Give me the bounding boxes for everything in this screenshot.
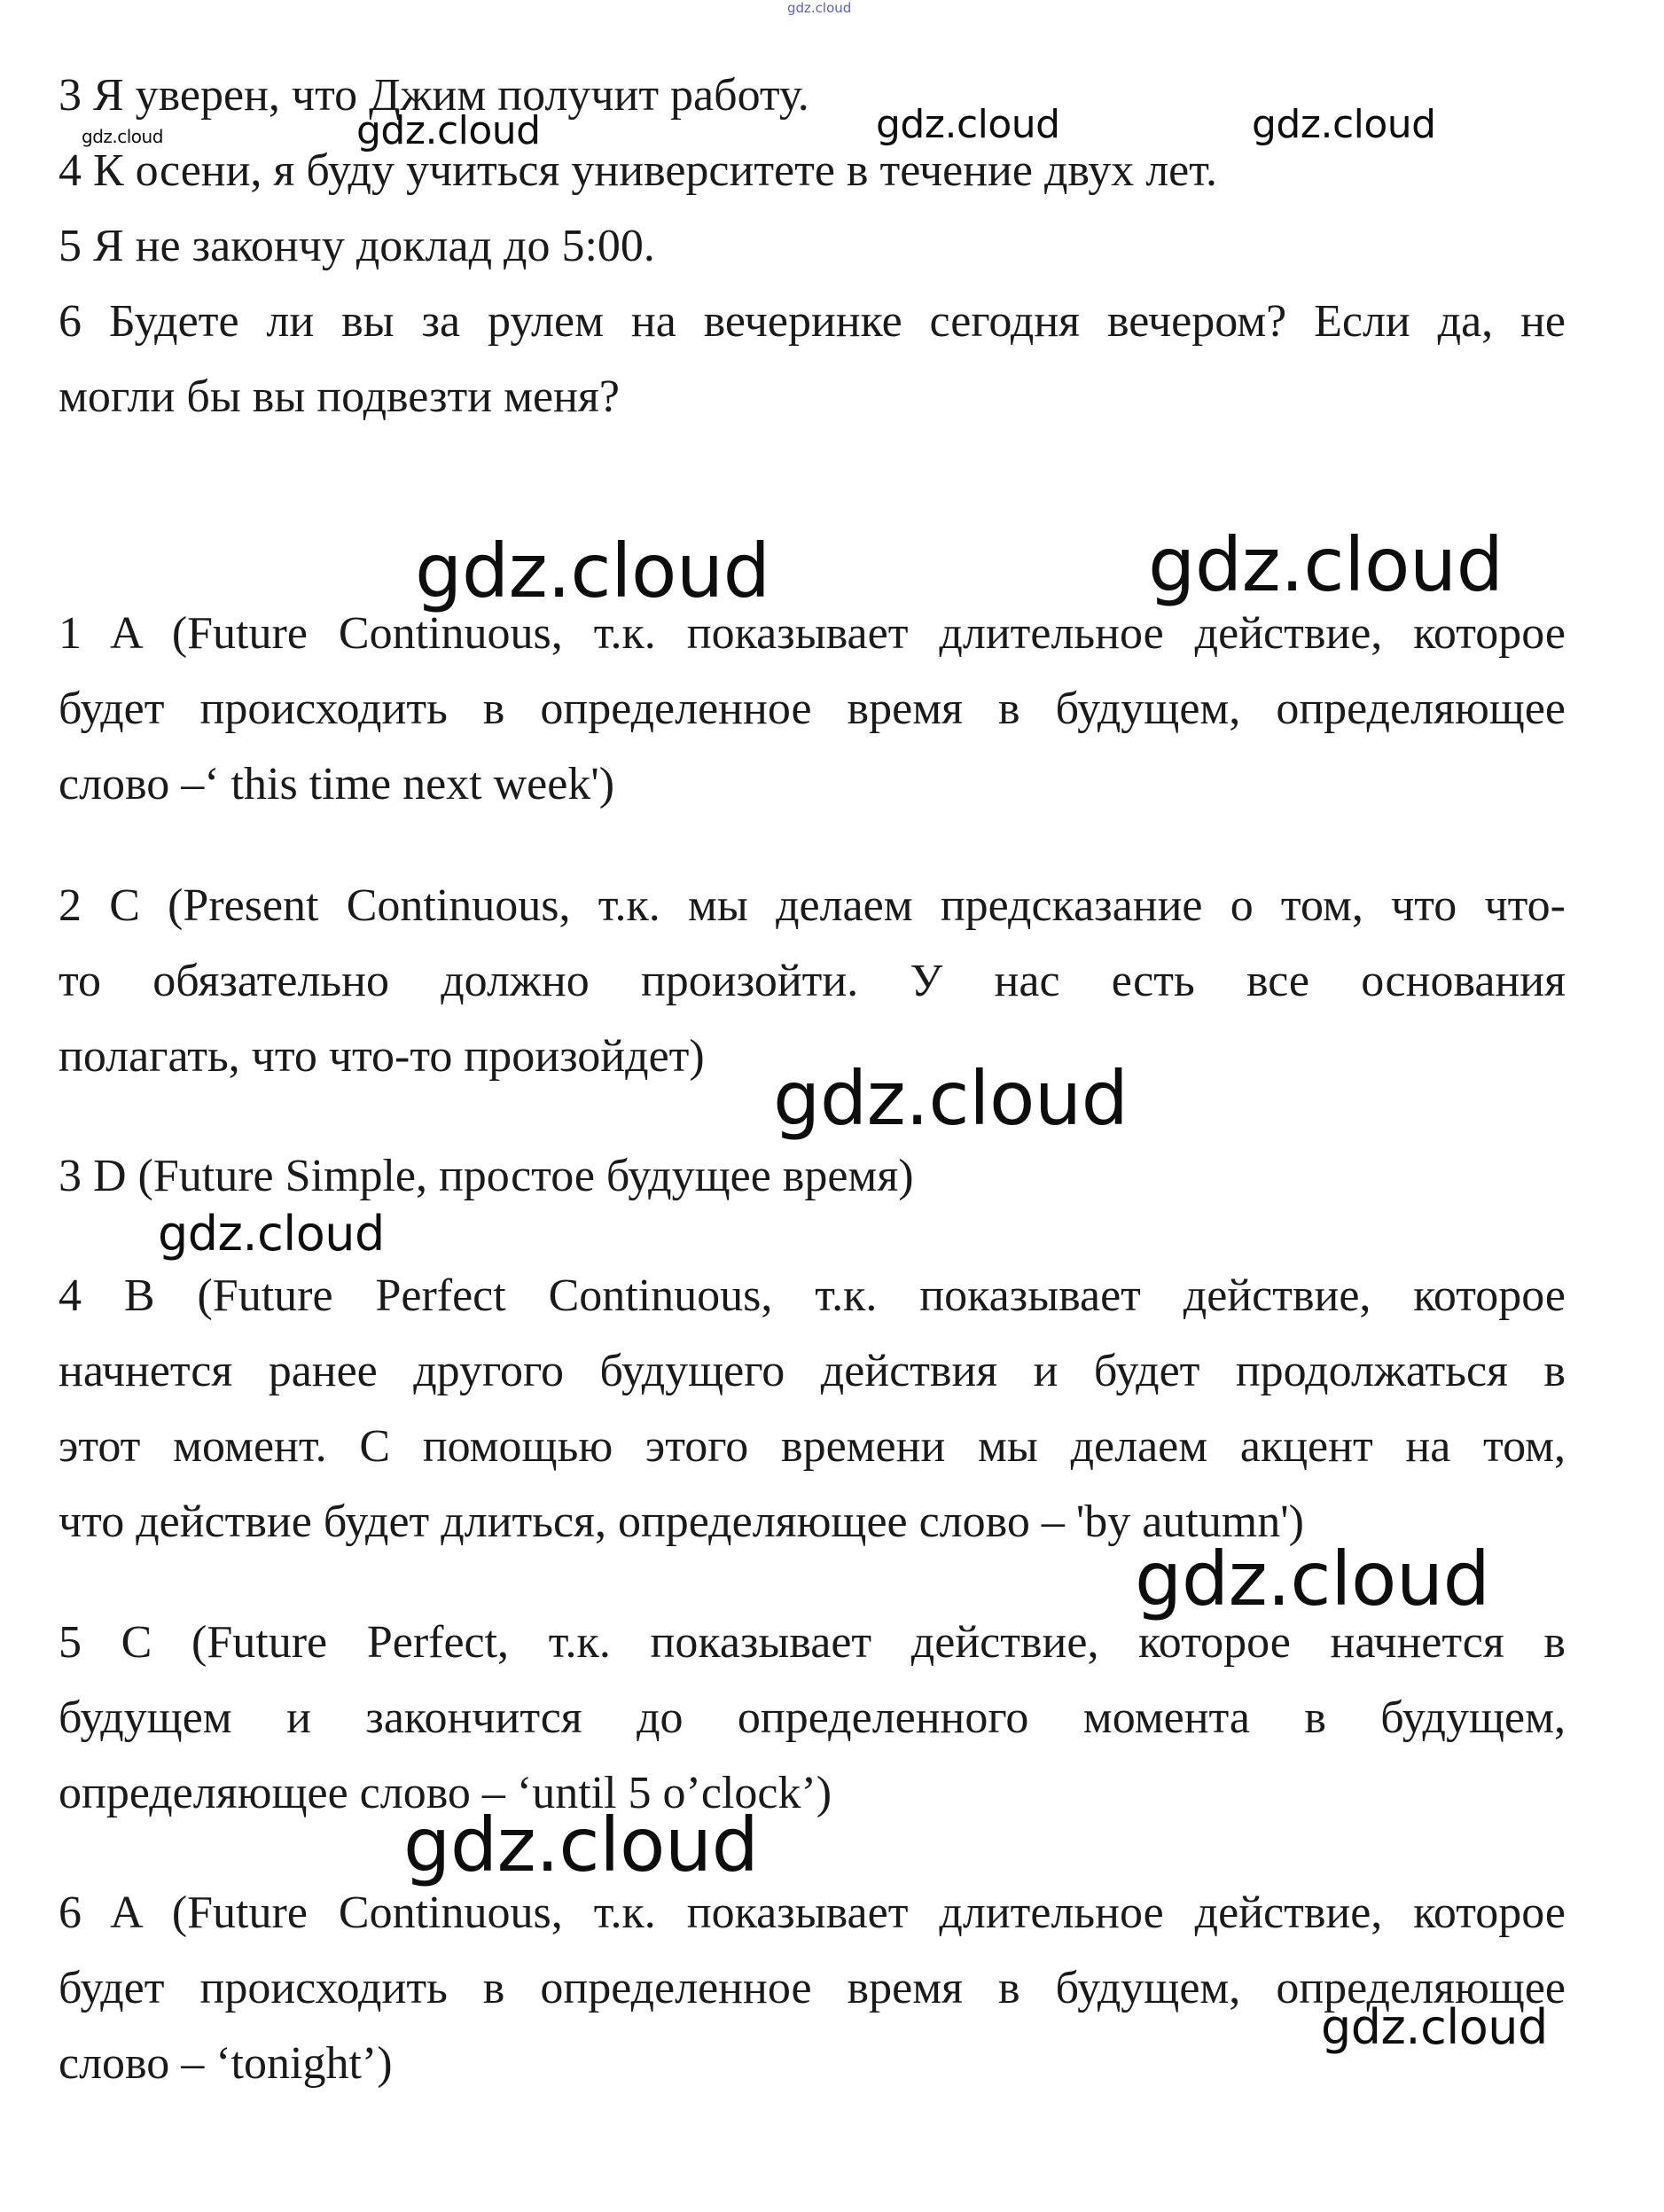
- watermark: gdz.cloud: [158, 1206, 385, 1262]
- answer-line: что действие будет длиться, определяющее слово – 'by autumn'): [59, 1497, 1304, 1547]
- watermark: gdz.cloud: [1252, 102, 1436, 147]
- answer-line: слово – ‘tonight’): [59, 2038, 393, 2089]
- answer-line: определяющее слово – ‘until 5 o’clock’): [59, 1768, 832, 1818]
- answer-line: то обязательно должно произойти. У нас есть все основания: [59, 956, 1566, 1006]
- answer-line: будущем и закончится до определенного момента в будущем,: [59, 1692, 1566, 1743]
- watermark: gdz.cloud: [787, 0, 852, 16]
- watermark: gdz.cloud: [415, 528, 770, 614]
- answer-line: начнется ранее другого будущего действия и будет продолжаться в: [59, 1346, 1566, 1396]
- translation-line: 4 К осени, я буду учиться университете в течение двух лет.: [59, 145, 1218, 196]
- answer-line: этот момент. С помощью этого времени мы делаем акцент на том,: [59, 1421, 1566, 1472]
- answer-line: слово –‘ this time next week'): [59, 759, 615, 809]
- watermark: gdz.cloud: [82, 126, 163, 147]
- translation-line: 3 Я уверен, что Джим получит работу.: [59, 70, 809, 121]
- watermark: gdz.cloud: [876, 102, 1060, 147]
- answer-line: полагать, что что-то произойдет): [59, 1031, 705, 1082]
- translation-line: могли бы вы подвезти меня?: [59, 371, 620, 422]
- watermark: gdz.cloud: [1135, 1536, 1490, 1622]
- answer-line: 5 C (Future Perfect, т.к. показывает действие, которое начнется в: [59, 1617, 1566, 1668]
- answer-line: 2 C (Present Continuous, т.к. мы делаем предсказание о том, что что-: [59, 880, 1566, 931]
- translation-line: 5 Я не закончу доклад до 5:00.: [59, 221, 655, 271]
- watermark: gdz.cloud: [403, 1802, 759, 1888]
- watermark: gdz.cloud: [1148, 521, 1504, 608]
- answer-line: 6 A (Future Continuous, т.к. показывает длительное действие, которое: [59, 1888, 1566, 1938]
- answer-line: 3 D (Future Simple, простое будущее время): [59, 1151, 914, 1201]
- answer-line: будет происходить в определенное время в будущем, определяющее: [59, 1963, 1566, 2013]
- answer-line: 4 B (Future Perfect Continuous, т.к. показывает действие, которое: [59, 1270, 1566, 1321]
- watermark: gdz.cloud: [1321, 1999, 1548, 2055]
- translation-line: 6 Будете ли вы за рулем на вечеринке сегодня вечером? Если да, не: [59, 296, 1566, 347]
- watermark: gdz.cloud: [773, 1055, 1129, 1142]
- answer-line: 1 A (Future Continuous, т.к. показывает длительное действие, которое: [59, 608, 1566, 659]
- watermark: gdz.cloud: [356, 108, 541, 153]
- answer-line: будет происходить в определенное время в будущем, определяющее: [59, 684, 1566, 734]
